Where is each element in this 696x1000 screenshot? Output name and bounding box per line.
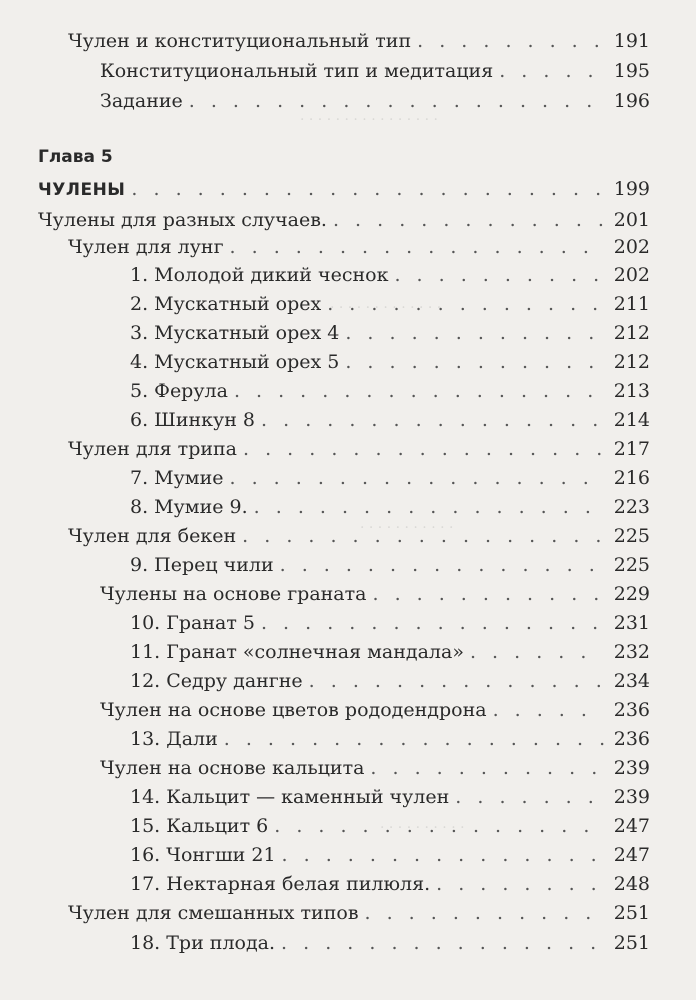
toc-entry-title: 18. Три плода. (130, 932, 276, 954)
bleed-through-text: · · · · · · · · · · · · · (330, 300, 442, 316)
toc-entry-title: 11. Гранат «солнечная мандала» (130, 641, 464, 663)
toc-entry-title: Чулен для трипа (68, 438, 238, 460)
toc-entry-title: 8. Мумие 9. (130, 496, 248, 518)
toc-entry-title: 6. Шинкун 8 (130, 409, 256, 431)
toc-entry-page: 216 (613, 467, 650, 489)
toc-entry-title: Конституциональный тип и медитация (100, 60, 494, 82)
toc-entry-page: 212 (613, 351, 650, 373)
toc-entry-title: Задание (100, 90, 183, 112)
toc-entry-page: 202 (613, 236, 650, 258)
toc-entry-title: 1. Молодой дикий чеснок (130, 264, 389, 286)
toc-entry-page: 248 (613, 873, 650, 895)
dot-leader (189, 84, 604, 118)
toc-entry-title: Чулен для лунг (68, 236, 224, 258)
toc-entry-page: 225 (613, 525, 650, 547)
toc-entry-page: 234 (613, 670, 650, 692)
toc-entry-title: 7. Мумие (130, 467, 224, 489)
dot-leader (131, 172, 603, 206)
toc-entry-page: 213 (613, 380, 650, 402)
toc-entry-page: 231 (613, 612, 650, 634)
toc-entry-title: 9. Перец чили (130, 554, 274, 576)
toc-entry-page: 232 (613, 641, 650, 663)
toc-entry-page: 223 (613, 496, 650, 518)
toc-entry-page: 225 (613, 554, 650, 576)
toc-entry-page: 212 (613, 322, 650, 344)
toc-entry-title: Чулен на основе кальцита (100, 757, 365, 779)
toc-entry-title: 13. Дали (130, 728, 218, 750)
toc-entry-page: 217 (613, 438, 650, 460)
toc-entry-title: Чулен для бекен (68, 525, 237, 547)
toc-entry-title: Чулен для смешанных типов (68, 902, 359, 924)
toc-entry-page: 202 (613, 264, 650, 286)
toc-entry-title: 4. Мускатный орех 5 (130, 351, 340, 373)
toc-entry[interactable] (130, 926, 650, 960)
toc-entry-title: 15. Кальцит 6 (130, 815, 269, 837)
bleed-through-text: · · · · · · · · · · · (360, 520, 454, 536)
chapter-title: ЧУЛЕНЫ (38, 180, 126, 200)
toc-entry-page: 236 (613, 699, 650, 721)
dot-leader (499, 54, 604, 88)
toc-entry-page: 229 (613, 583, 650, 605)
toc-entry-title: 14. Кальцит — каменный чулен (130, 786, 450, 808)
toc-entry-page: 251 (613, 902, 650, 924)
toc-entry-page: 239 (613, 757, 650, 779)
toc-entry-page: 247 (613, 815, 650, 837)
toc-entry-title: Чулены на основе граната (100, 583, 367, 605)
chapter-title-entry[interactable] (38, 172, 650, 206)
chapter-label: Глава 5 (38, 147, 113, 167)
toc-entry-page: 214 (613, 409, 650, 431)
toc-entry-page: 199 (613, 178, 650, 200)
toc-entry-title: 2. Мускатный орех (130, 293, 322, 315)
toc-entry[interactable] (100, 54, 650, 88)
toc-entry-page: 251 (613, 932, 650, 954)
dot-leader (365, 896, 604, 930)
toc-entry-page: 236 (613, 728, 650, 750)
toc-entry-title: Чулен и конституциональный тип (68, 30, 412, 52)
toc-entry-title: 3. Мускатный орех 4 (130, 322, 340, 344)
toc-entry-title: 5. Ферула (130, 380, 228, 402)
toc-entry-title: 12. Седру дангне (130, 670, 303, 692)
toc-entry[interactable] (68, 24, 650, 58)
toc-entry-title: Чулен на основе цветов рододендрона (100, 699, 487, 721)
toc-entry-page: 191 (613, 30, 650, 52)
toc-entry-page: 247 (613, 844, 650, 866)
toc-entry-title: 16. Чонгши 21 (130, 844, 276, 866)
toc-entry[interactable] (100, 84, 650, 118)
toc-entry-title: 17. Нектарная белая пилюля. (130, 873, 431, 895)
dot-leader (281, 926, 604, 960)
toc-entry-title: Чулены для разных случаев. (38, 209, 327, 231)
toc-entry[interactable] (68, 896, 650, 930)
toc-entry-page: 211 (613, 293, 650, 315)
toc-entry-page: 239 (613, 786, 650, 808)
toc-entry-title: 10. Гранат 5 (130, 612, 255, 634)
bleed-through-text: · · · · · · · · · · · · · · · · (300, 112, 438, 128)
bleed-through-text: · · · · · · · · · · (380, 820, 465, 836)
toc-entry-page: 201 (613, 209, 650, 231)
toc-entry-page: 195 (613, 60, 650, 82)
dot-leader (417, 24, 604, 58)
toc-entry-page: 196 (613, 90, 650, 112)
